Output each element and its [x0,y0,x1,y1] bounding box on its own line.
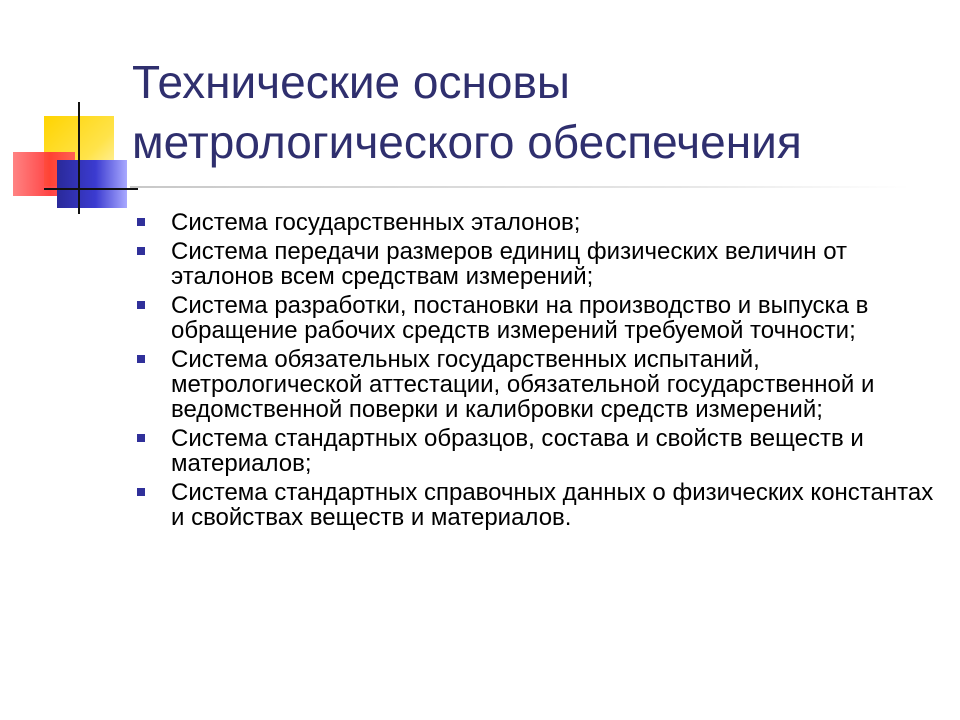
list-item-text: Система обязательных государственных испытаний, метрологической аттестации, обязательной государственной и ведомственной поверки и калибровки средств измерений; [171,346,875,423]
square-bullet-icon [137,488,145,496]
square-bullet-icon [137,301,145,309]
list-item [135,293,935,343]
slide-title [132,52,932,172]
list-item-text: Система стандартных справочных данных о физических константах и свойствах веществ и материалов. [171,479,934,531]
list-item [135,210,935,235]
blue-square-shape [57,160,127,208]
list-item [135,480,935,530]
list-item-text: Система разработки, постановки на производство и выпуска в обращение рабочих средств измерений требуемой точности; [171,292,869,344]
square-bullet-icon [137,434,145,442]
list-item-text: Система государственных эталонов; [171,209,581,236]
list-item [135,426,935,476]
list-item-text: Система передачи размеров единиц физических величин от эталонов всем средствам измерений; [171,238,848,290]
square-bullet-icon [137,355,145,363]
square-bullet-icon [137,247,145,255]
slide-title-line-2: метрологического обеспечения [132,116,802,168]
corner-decoration [0,0,140,230]
square-bullet-icon [137,218,145,226]
list-item [135,239,935,289]
title-underline [130,186,910,188]
slide-title-line-1: Технические основы [132,56,570,108]
list-item-text: Система стандартных образцов, состава и свойств веществ и материалов; [171,425,864,477]
horizontal-line-shape [44,188,138,190]
bullet-list [135,210,935,534]
list-item [135,347,935,422]
vertical-line-shape [78,102,80,214]
